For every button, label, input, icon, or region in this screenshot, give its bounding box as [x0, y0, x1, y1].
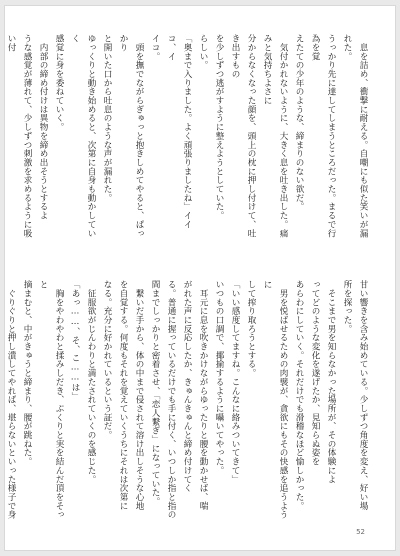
text-line	[0, 34, 3, 246]
text-line: 所を探った。	[342, 280, 352, 334]
text-line: 感覚に身を委ねていく。	[54, 34, 64, 132]
text-line: 男を悦ばせるための肉襞が、貪欲にもその快感を追うように	[262, 280, 288, 519]
page-number: 52	[356, 528, 365, 536]
text-line: 分からなくなった顔を、頭上の枕に押し付けて、吐き出すもの	[230, 34, 256, 238]
text-line: して搾り取ろうとする。	[246, 280, 256, 378]
text-line: いつもの口調で、揶揄するように囁いてやった。	[214, 280, 224, 475]
text-line: る。普通に握っているだけでも手に付く、いつしか指と指の	[166, 280, 176, 519]
text-line: 摘まむと、中がきゅうと締まり、腰が跳ねた。	[22, 280, 32, 466]
text-line: ぐりぐりと押し潰してやれば、堪らないといった様子で身	[6, 288, 16, 519]
text-line: 「あっ……、そ、こ……は」	[70, 280, 80, 401]
text-line: 「奥まで入りました。よく頑張りましたね」イイコ、イ	[166, 34, 192, 229]
text-line: 征服欲がじんわりと満たされていくのを感じた。	[86, 280, 96, 484]
text-line: を少しずつ逃がすように整えようとしていた。	[214, 34, 224, 220]
lower-text-block	[6, 280, 371, 520]
text-line: がれた声に反応したか、きゅんきゅんと締め付けてく	[182, 280, 192, 493]
text-line: 内部の締め付けは異物を締め出そうとするよ	[38, 34, 48, 220]
text-line: 頭を撫でながらぎゅっと抱きしめてやると、ぱっかり	[118, 34, 144, 238]
text-line: 胸をやわやわと揉みしだき、ぷくりと実を結んだ頂をそっと	[38, 280, 64, 519]
text-line: うな感覚が薄れて、少しずつ刺激を求めるように吸い付	[6, 34, 32, 238]
text-line: 息を詰め、衝撃に耐える。自嘲にも似た笑いが漏れた。	[342, 34, 368, 238]
text-line: あらわにしていく。それだけでも滑稽なほど愉しかった。	[294, 280, 304, 511]
text-line: 気付かれないように、大きく息を吐き出した。痛みと気持ちよさに	[262, 34, 288, 238]
text-line: なる。充分に好かれているという証だ。	[102, 280, 112, 440]
text-line: 間までしっかりと密着させ、「恋人繋ぎ」になっていた。	[150, 280, 160, 506]
text-line: と開いた口から吐息のような声が漏れた。	[102, 34, 112, 203]
text-line: 耳元に息を吹きかけながらゆったりと腰を動かせば、喘	[198, 280, 208, 511]
text-line: うっかり先に達してしまうところだった。まるで行為を覚	[310, 34, 336, 238]
text-line: 「いい感度してますね。こんなに絡みついてきて」	[230, 280, 240, 484]
upper-text-block	[6, 34, 371, 246]
text-line: ゆっくりと動き始めると、次第に自身も動かしていく	[70, 34, 96, 238]
text-line: えたての少年のような、締まりのない欲だ。	[294, 34, 304, 211]
text-line: イコ。	[150, 34, 160, 61]
book-page	[4, 5, 396, 551]
text-line: そこまで男を知らなかった場所が、その体験によ	[326, 280, 336, 484]
text-line: 繋いだ手から、体の中まで侵されて溶け出しそうな心地	[134, 280, 144, 511]
text-line: ってどのような変化を遂げたか、見知らぬ姿を	[310, 280, 320, 466]
text-line: 甘い響きを含み始めている。少しずつ角度を変え、好い場	[358, 280, 368, 511]
text-line: を自覚する。何度もそれを覚えていくうちにそれは次第に	[118, 280, 128, 511]
text-line: らしい。	[198, 34, 208, 70]
